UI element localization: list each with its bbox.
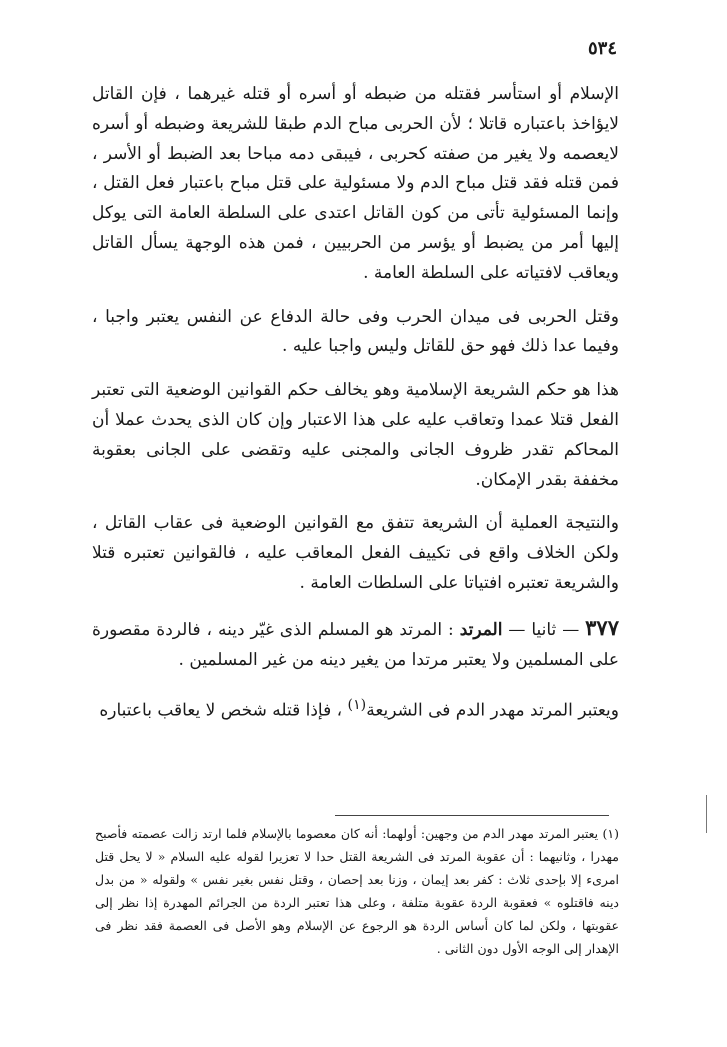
paragraph-harbi-captive: الإسلام أو استأسر فقتله من ضبطه أو أسره أو قتله غيرهما ، فإن القاتل لايؤاخذ باعتباره قاتلا ؛ لأن الحربى مباح الدم طبقا للشريعة وضبطه أو أسره لايعصمه ولا يغير من صفته كحربى ، فيبقى دمه مباحا بعد الضبط أو الأسر ، فمن قتله فقد قتل مباح الدم ولا مسئولية على قتل مباح باعتبار فعل القتل ، وإنما المسئولية تأتى من كون القاتل اعتدى على السلطة العامة التى يوكل إليها أمر من يضبط أو يؤسر من الحربيين ، فمن هذه الوجهة يسأل القاتل ويعاقب لافتياته على السلطة العامة . [92, 84, 619, 283]
paragraph-harbi-battlefield: وقتل الحربى فى ميدان الحرب وفى حالة الدفاع عن النفس يعتبر واجبا ، وفيما عدا ذلك فهو حق للقاتل وليس واجبا عليه . [92, 306, 619, 357]
section-definition: : المرتد هو المسلم الذى غيّر دينه ، فالردة مقصورة على المسلمين ولا يعتبر مرتدا من يغير دينه من غير المسلمين . [92, 619, 619, 670]
section-number: ٣٧٧ [585, 614, 619, 640]
paragraph-apostate-blood [92, 691, 619, 726]
main-text [92, 80, 619, 741]
footnote-1: (١) يعتبر المرتد مهدر الدم من وجهين: أولهما: أنه كان معصوما بالإسلام فلما ارتد زالت عصمته فأصبح مهدرا ، وثانيهما : أن عقوبة المرتد فى الشريعة القتل حدا لا تعزيرا لقوله عليه السلام « لا يحل قتل امرىء إلا بإحدى ثلاث : كفر بعد إيمان ، وزنا بعد إحصان ، وقتل نفس بغير نفس » ولقوله « من بدل دينه فاقتلوه » فعقوبة الردة عقوبة متلفة ، وعلى هذا تعتبر الردة من الجرائم المهدرة إذا نظر إلى عقوبتها ، ولكن لما كان أساس الردة هو الرجوع عن الإسلام وهو الأصل فى العصمة فقد نظر فى الإهدار إلى الوجه الأول دون الثانى . [95, 826, 619, 956]
apostate-text-before-ref: ويعتبر المرتد مهدر الدم فى الشريعة [366, 701, 619, 721]
page-number: ٥٣٤ [587, 38, 617, 59]
footnotes [95, 822, 619, 960]
footnote-reference[interactable]: (١) [347, 697, 367, 714]
footnote-divider [335, 815, 609, 816]
section-paragraph-apostate [92, 613, 619, 676]
paragraph-sharia-ruling: هذا هو حكم الشريعة الإسلامية وهو يخالف حكم القوانين الوضعية التى تعتبر الفعل قتلا عمدا وتعاقب عليه على هذا الاعتبار وإن كان الذى يحدث عملا أن المحاكم تقدر ظروف الجانى والمجنى عليه وتقضى على الجانى بعقوبة مخففة بقدر الإمكان. [92, 380, 619, 490]
section-term: المرتد [459, 619, 503, 640]
apostate-text-after-ref: ، فإذا قتله شخص لا يعاقب باعتباره [99, 701, 343, 721]
section-ordinal: — ثانيا — [508, 619, 580, 640]
paragraph-practical-result: والنتيجة العملية أن الشريعة تتفق مع القوانين الوضعية فى عقاب القاتل ، ولكن الخلاف واقع فى تكييف الفعل المعاقب عليه ، فالقوانين تعتبره قتلا والشريعة تعتبره افتياتا على السلطات العامة . [92, 513, 619, 593]
margin-mark [706, 795, 707, 833]
